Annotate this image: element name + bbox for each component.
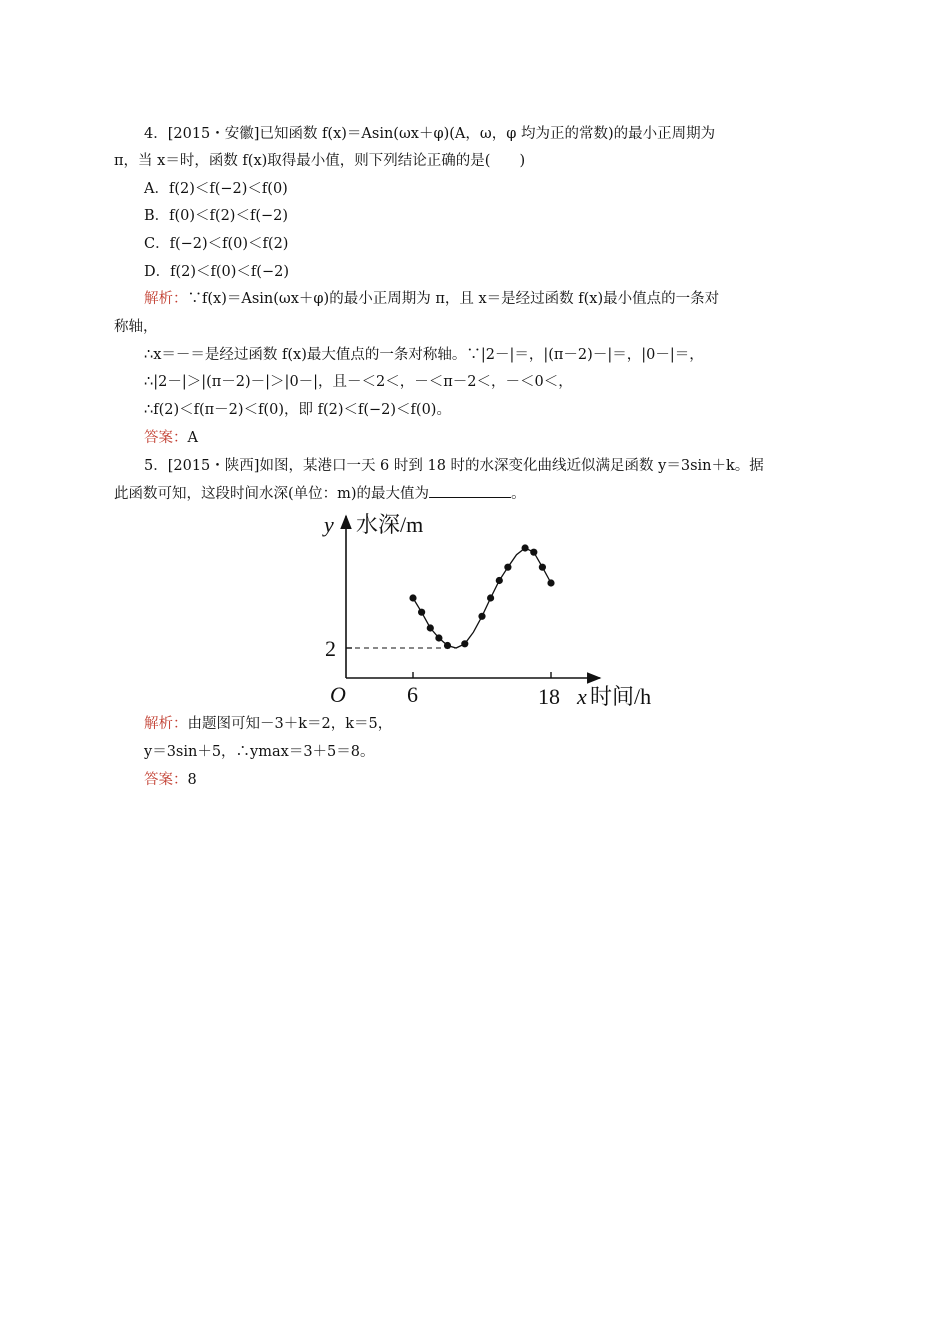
x-tick-label-18: 18 bbox=[538, 684, 560, 709]
data-point-6 bbox=[478, 613, 485, 620]
q4-option-a: A．f(2)＜f(−2)＜f(0) bbox=[144, 181, 288, 197]
q4-option-d: D．f(2)＜f(0)＜f(−2) bbox=[144, 264, 289, 280]
data-point-2 bbox=[427, 624, 434, 631]
q4-analysis-line2: 称轴， bbox=[114, 319, 158, 335]
q4-analysis-line3: ∴x＝－＝是经过函数 f(x)最大值点的一条对称轴。∵|2－|＝，|(π－2)－|＝，|0－|＝， bbox=[144, 347, 704, 363]
data-point-11 bbox=[530, 549, 537, 556]
q4-answer bbox=[144, 428, 198, 448]
q4-option-c: C．f(−2)＜f(0)＜f(2) bbox=[144, 236, 289, 252]
q5-analysis-line1 bbox=[144, 714, 392, 734]
origin-label: O bbox=[330, 682, 346, 707]
q4-analysis-line1 bbox=[144, 289, 719, 309]
q4-option-b: B．f(0)＜f(2)＜f(−2) bbox=[144, 208, 289, 224]
data-point-12 bbox=[539, 564, 546, 571]
data-points bbox=[409, 544, 554, 649]
water-depth-chart bbox=[318, 510, 668, 715]
q5-analysis-text1: 由题图可知－3＋k＝2，k＝5， bbox=[187, 716, 393, 732]
data-point-4 bbox=[444, 642, 451, 649]
x-tick-label-6: 6 bbox=[407, 682, 418, 707]
q4-analysis-label: 解析： bbox=[144, 291, 188, 307]
data-point-1 bbox=[418, 609, 425, 616]
q5-answer-blank bbox=[429, 483, 511, 498]
data-point-7 bbox=[487, 594, 494, 601]
q5-stem-line1: 5．[2015・陕西]如图，某港口一天 6 时到 18 时的水深变化曲线近似满足函数 y＝3sin＋k。据 bbox=[144, 458, 764, 474]
q4-analysis-text1: ∵f(x)＝Asin(ωx＋φ)的最小正周期为 π，且 x＝是经过函数 f(x)最小值点的一条对 bbox=[187, 291, 720, 307]
q5-answer-label: 答案： bbox=[144, 772, 188, 788]
y-tick-label-2: 2 bbox=[325, 636, 336, 661]
q4-stem-line2: π，当 x＝时，函数 f(x)取得最小值，则下列结论正确的是( ) bbox=[114, 153, 526, 169]
q5-answer-value: 8 bbox=[187, 772, 197, 788]
data-point-5 bbox=[461, 640, 468, 647]
x-axis-label: 时间/h bbox=[590, 684, 652, 709]
y-axis-letter: y bbox=[324, 512, 334, 537]
data-point-3 bbox=[435, 634, 442, 641]
water-depth-curve bbox=[413, 548, 551, 648]
q4-stem-line1: 4．[2015・安徽]已知函数 f(x)＝Asin(ωx＋φ)(A，ω，φ 均为正的常数)的最小正周期为 bbox=[144, 126, 716, 142]
q4-analysis-line5: ∴f(2)＜f(π－2)＜f(0)，即 f(2)＜f(−2)＜f(0)。 bbox=[144, 402, 451, 418]
data-point-10 bbox=[522, 544, 529, 551]
q4-analysis-line4: ∴|2－|＞|(π－2)－|＞|0－|，且－＜2＜，－＜π－2＜，－＜0＜， bbox=[144, 374, 573, 390]
x-axis-letter: x bbox=[577, 684, 587, 709]
q5-analysis-line2: y＝3sin＋5，∴ymax＝3＋5＝8。 bbox=[144, 744, 375, 760]
q5-stem-line2-prefix: 此函数可知，这段时间水深(单位：m)的最大值为 bbox=[114, 486, 430, 502]
data-point-9 bbox=[504, 564, 511, 571]
q5-answer bbox=[144, 770, 197, 790]
y-axis-label: 水深/m bbox=[356, 512, 424, 537]
q5-stem-line2-suffix: 。 bbox=[511, 486, 526, 502]
data-point-8 bbox=[496, 577, 503, 584]
q5-analysis-label: 解析： bbox=[144, 716, 188, 732]
data-point-0 bbox=[409, 594, 416, 601]
q4-answer-label: 答案： bbox=[144, 430, 188, 446]
q4-answer-value: A bbox=[187, 430, 198, 446]
data-point-13 bbox=[547, 579, 554, 586]
q5-stem-line2 bbox=[114, 483, 526, 504]
